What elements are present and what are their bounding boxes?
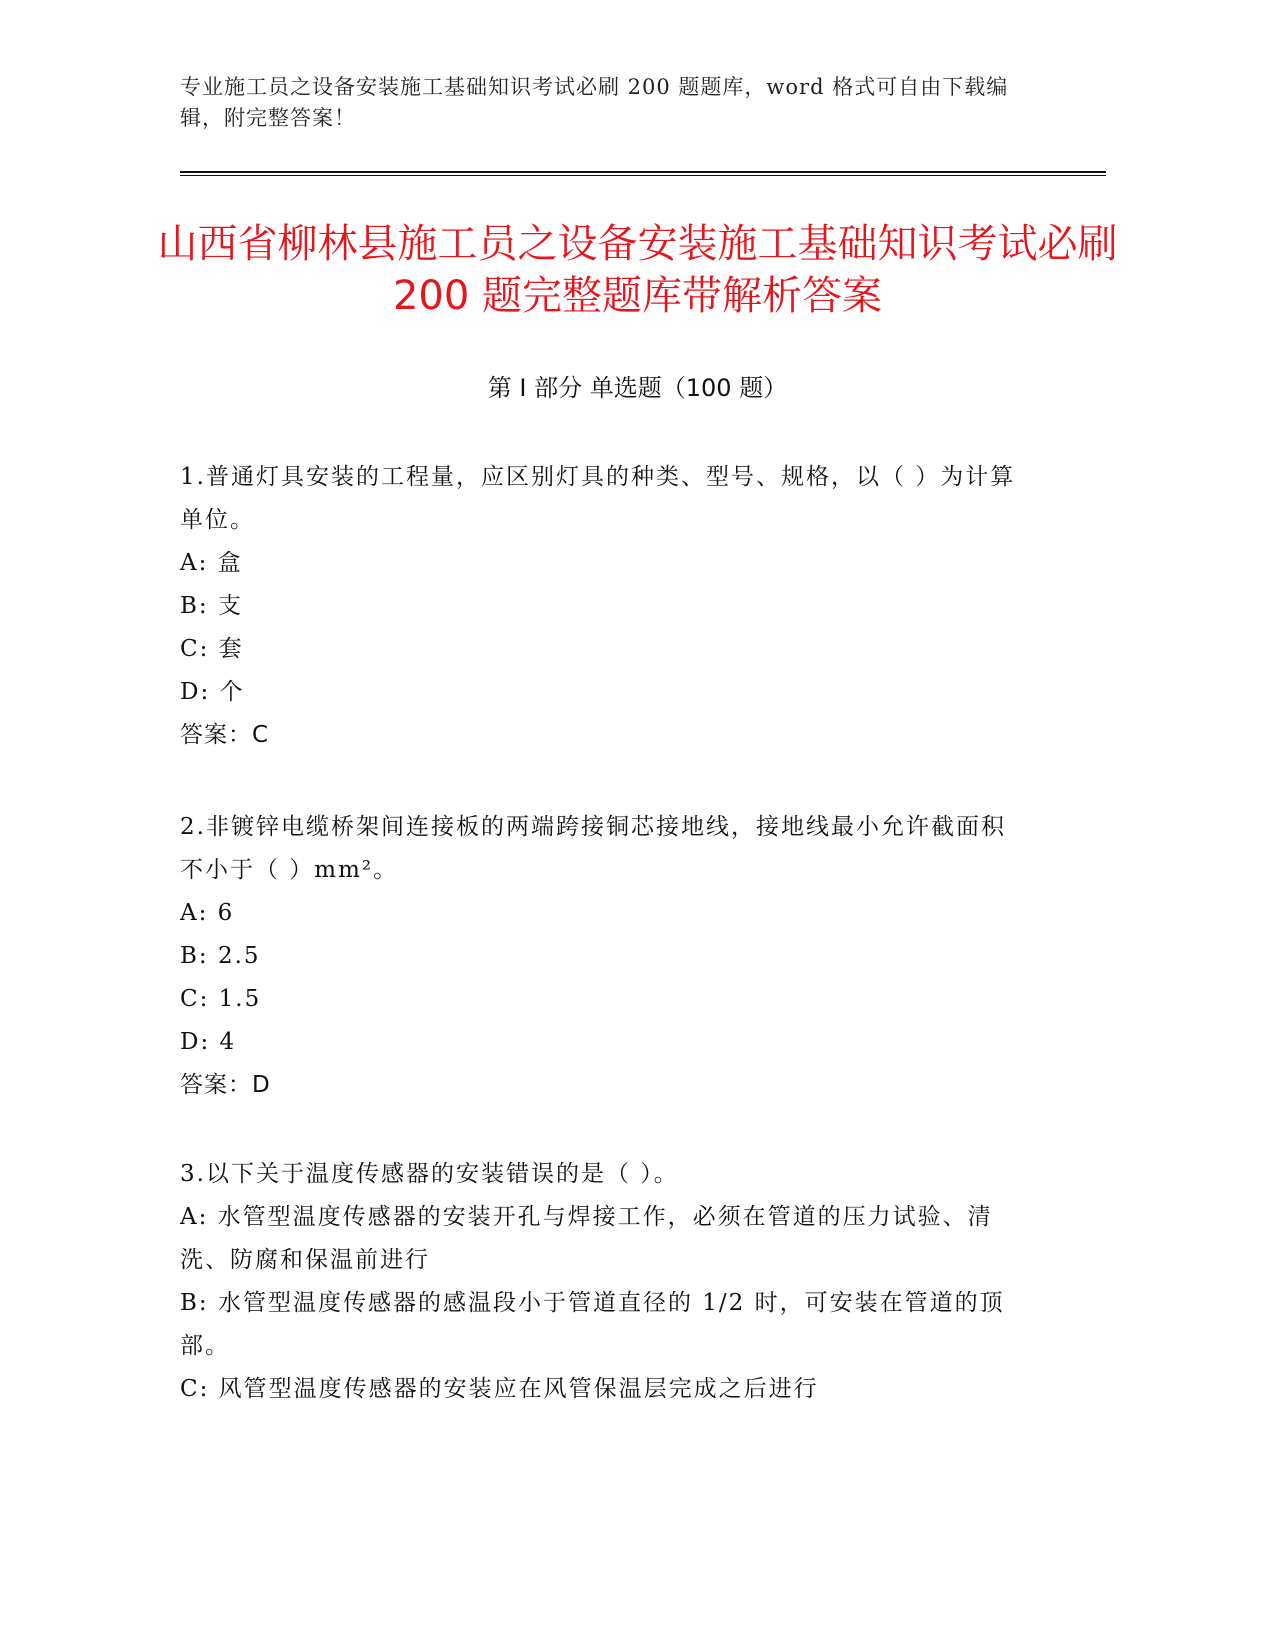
question-3 [180, 1153, 1030, 1411]
question-stem: 1.普通灯具安装的工程量，应区别灯具的种类、型号、规格，以（ ）为计算单位。 [180, 464, 1016, 533]
section-title: 第 I 部分 单选题（100 题） [487, 374, 788, 402]
option-b: B: 水管型温度传感器的感温段小于管道直径的 1/2 时，可安装在管道的顶部。 [180, 1290, 1005, 1359]
document-title: 山西省柳林县施工员之设备安装施工基础知识考试必刷 200 题完整题库带解析答案 [157, 221, 1118, 319]
question-1 [180, 456, 1030, 757]
answer: 答案：D [180, 1072, 271, 1098]
option-d: D: 个 [180, 679, 245, 705]
option-b: B: 支 [180, 593, 243, 619]
option-d: D: 4 [180, 1029, 237, 1055]
question-stem: 3.以下关于温度传感器的安装错误的是（ ）。 [180, 1161, 679, 1187]
question-stem: 2.非镀锌电缆桥架间连接板的两端跨接铜芯接地线，接地线最小允许截面积不小于（ ）mm²。 [180, 814, 1006, 883]
question-2 [180, 806, 1030, 1107]
header-note: 专业施工员之设备安装施工基础知识考试必刷 200 题题库，word 格式可自由下载编辑，附完整答案！ [180, 75, 1009, 130]
header-divider-thin [180, 175, 1106, 176]
answer: 答案：C [180, 722, 270, 748]
option-b: B: 2.5 [180, 943, 261, 969]
option-c: C: 套 [180, 636, 244, 662]
header-divider-thick [180, 171, 1106, 173]
option-a: A: 水管型温度传感器的安装开孔与焊接工作，必须在管道的压力试验、清洗、防腐和保温前进行 [180, 1204, 993, 1273]
option-c: C: 风管型温度传感器的安装应在风管保温层完成之后进行 [180, 1376, 819, 1402]
option-a: A: 6 [180, 900, 235, 926]
option-a: A: 盒 [180, 550, 243, 576]
option-c: C: 1.5 [180, 986, 262, 1012]
